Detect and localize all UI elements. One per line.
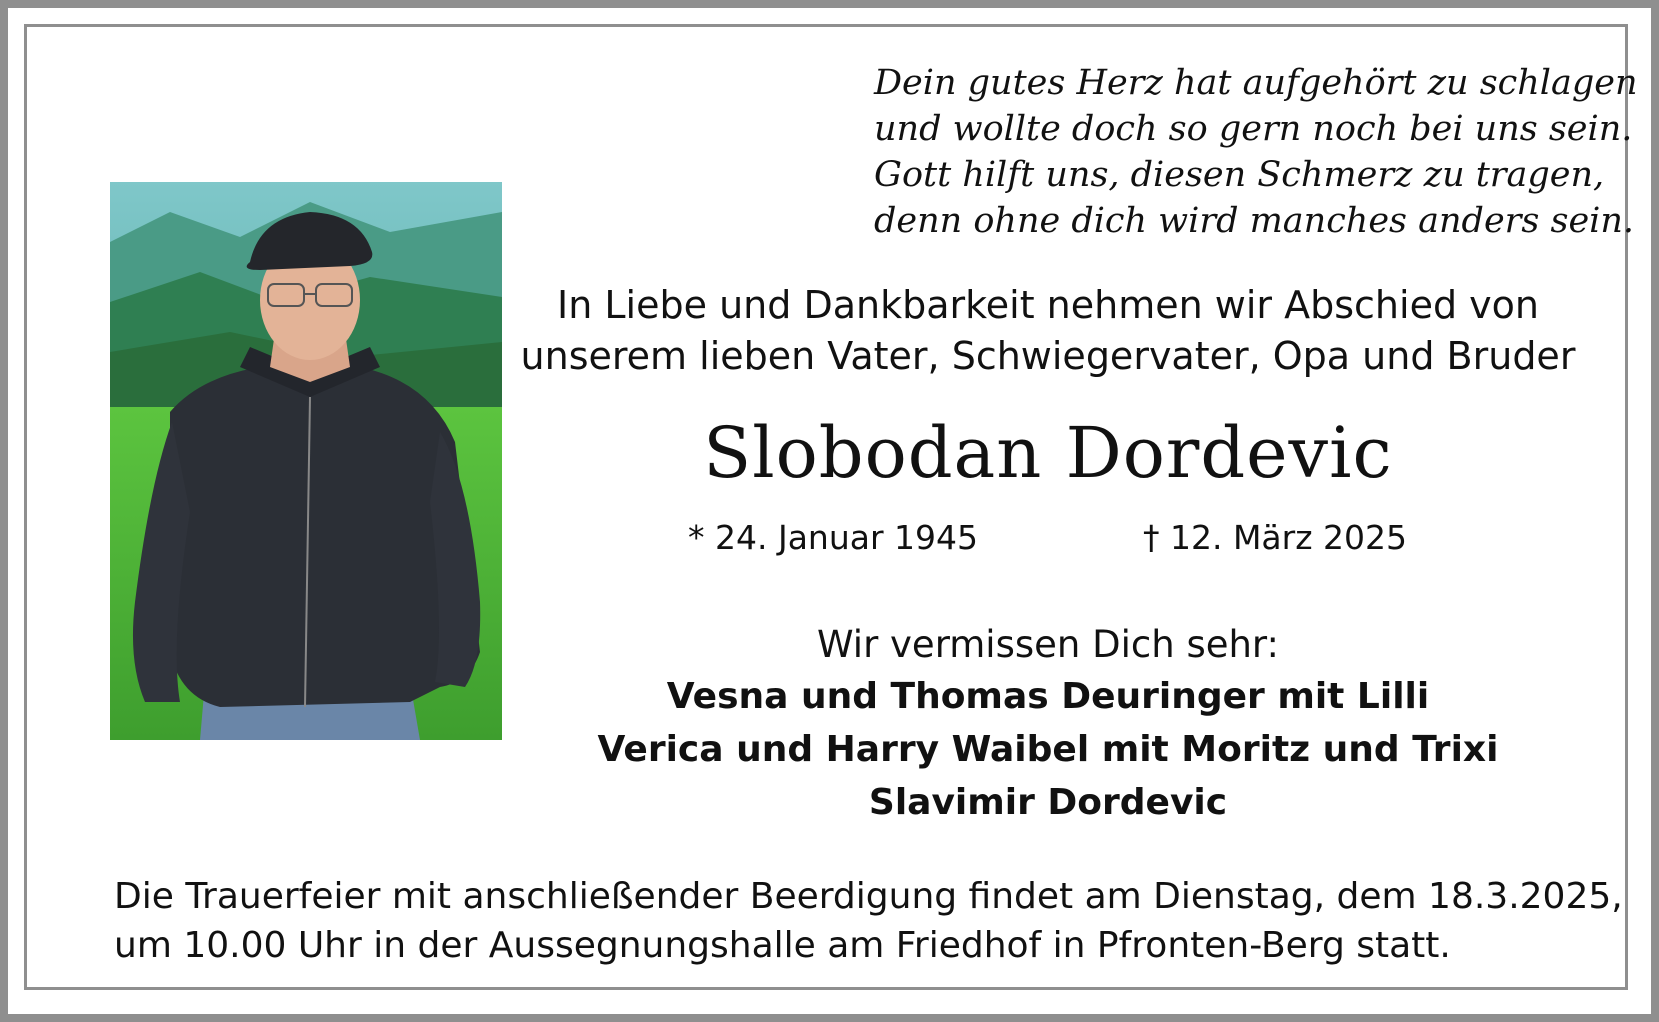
birth-date: * 24. Januar 1945 [688,518,979,557]
family-member: Verica und Harry Waibel mit Moritz und Trixi [597,729,1499,770]
obituary-card [8,8,1651,1014]
intro-line: In Liebe und Dankbarkeit nehmen wir Abschied von [557,283,1539,327]
miss-you-line: Wir vermissen Dich sehr: [817,623,1279,666]
farewell-intro [508,280,1588,382]
funeral-notice [114,872,1623,970]
verse-line: denn ohne dich wird manches anders sein. [874,201,1635,241]
portrait-photo [110,182,502,740]
intro-line: unserem lieben Vater, Schwiegervater, Opa und Bruder [520,334,1576,378]
death-date: † 12. März 2025 [1143,518,1408,557]
funeral-line: um 10.00 Uhr in der Aussegnungshalle am Friedhof in Pfronten-Berg statt. [114,925,1451,966]
verse-line: Gott hilft uns, diesen Schmerz zu tragen, [874,155,1605,195]
deceased-name: Slobodan Dordevic [703,412,1393,494]
verse-line: und wollte doch so gern noch bei uns sein. [874,109,1633,149]
family-member: Slavimir Dordevic [868,782,1228,823]
family-list [508,670,1588,829]
verse-line: Dein gutes Herz hat aufgehört zu schlagen [874,63,1638,103]
funeral-line: Die Trauerfeier mit anschließender Beerdigung findet am Dienstag, dem 18.3.2025, [114,876,1623,917]
memorial-verse [874,60,1638,244]
family-member: Vesna und Thomas Deuringer mit Lilli [666,676,1430,717]
